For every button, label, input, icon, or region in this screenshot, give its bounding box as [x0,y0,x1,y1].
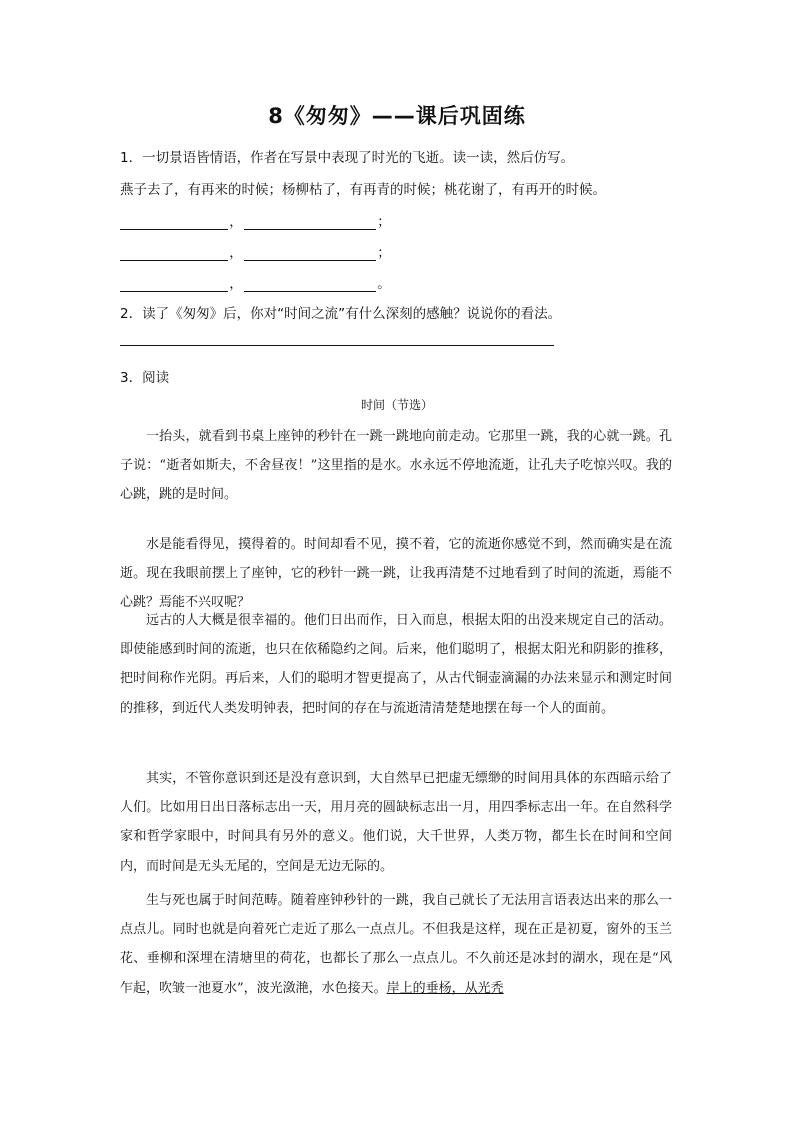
separator: 。 [377,276,391,292]
fill-in-row-3 [120,272,392,292]
question-1-example: 燕子去了，有再来的时候；杨柳枯了，有再青的时候；桃花谢了，有再开的时候。 [120,182,606,198]
separator: ； [377,245,391,261]
underlined-sentence: 岸上的垂杨，从光秃 [386,980,504,996]
passage-paragraph-4: 其实，不管你意识到还是没有意识到，大自然早已把虚无缥缈的时间用具体的东西暗示给了人们。比如用日出日落标志出一天，用月亮的圆缺标志出一月，用四季标志出一年。在自然科学家和哲学家眼中，时间具有另外的意义。他们说，大千世界，人类万物，都生长在时间和空间内，而时间是无头无尾的，空间是无边无际的。 [120,771,672,874]
separator: ， [229,214,243,230]
passage-title: 时间（节选） [360,398,433,412]
question-3-label: 3．阅读 [120,370,170,386]
separator: ， [229,276,243,292]
passage-paragraph-5 [120,886,672,1003]
fill-in-blank[interactable] [244,246,376,261]
page-title: 8《匆匆》——课后巩固练 [268,104,526,128]
passage-paragraph-2: 水是能看得见，摸得着的。时间却看不见，摸不着，它的流逝你感觉不到，然而确实是在流逝。现在我眼前摆上了座钟，它的秒针一跳一跳，让我再清楚不过地看到了时间的流逝，焉能不心跳？焉能不兴叹呢？ [120,537,672,611]
fill-in-blank[interactable] [244,215,376,230]
separator: ， [229,245,243,261]
question-2-prompt: 2．读了《匆匆》后，你对“时间之流”有什么深刻的感触？说说你的看法。 [120,306,562,322]
question-1-prompt: 1．一切景语皆情语，作者在写景中表现了时光的飞逝。读一读，然后仿写。 [120,150,575,166]
passage-paragraph-1: 一抬头，就看到书桌上座钟的秒针在一跳一跳地向前走动。它那里一跳，我的心就一跳。孔子说：“逝者如斯夫，不舍昼夜！”这里指的是水。水永远不停地流逝，让孔夫子吃惊兴叹。我的心跳，跳的是时间。 [120,429,672,503]
paragraph-5-text: 生与死也属于时间范畴。随着座钟秒针的一跳，我自己就长了无法用言语表达出来的那么一点点儿。同时也就是向着死亡走近了那么一点点儿。不但我是这样，现在正是初夏，窗外的玉兰花、垂柳和深埋在清塘里的荷花，也都长了那么一点点儿。不久前还是冰封的湖水，现在是“风乍起，吹皱一池夏水”，波光潋滟，水色接天。 [120,893,672,996]
fill-in-blank[interactable] [120,277,228,292]
separator: ； [377,214,391,230]
passage-paragraph-3: 远古的人大概是很幸福的。他们日出而作，日入而息，根据太阳的出没来规定自己的活动。即使能感到时间的流逝，也只在依稀隐约之间。后来，他们聪明了，根据太阳光和阴影的推移，把时间称作光阴。再后来，人们的聪明才智更提高了，从古代铜壶滴漏的办法来显示和测定时间的推移，到近代人类发明钟表，把时间的存在与流逝清清楚楚地摆在每一个人的面前。 [120,613,672,716]
fill-in-row-1 [120,210,392,230]
answer-line[interactable] [120,345,554,346]
fill-in-row-2 [120,241,392,261]
fill-in-blank[interactable] [120,246,228,261]
fill-in-blank[interactable] [120,215,228,230]
fill-in-blank[interactable] [244,277,376,292]
